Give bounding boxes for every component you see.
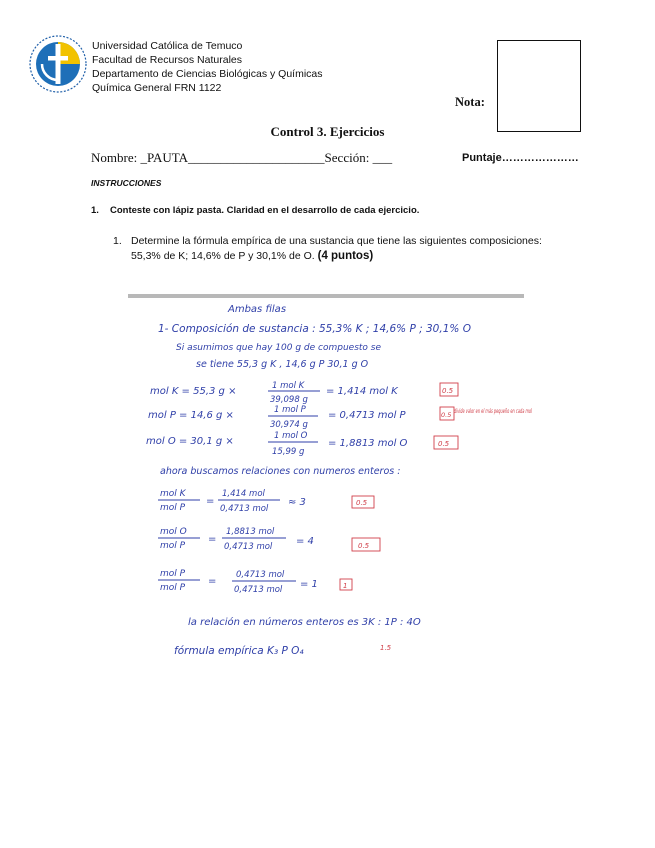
grade-total: 1.5 bbox=[380, 644, 392, 652]
grade-mark-5: 0.5 bbox=[358, 542, 370, 550]
grade-mark-4: 0.5 bbox=[356, 499, 368, 507]
hw-eq-3: = bbox=[208, 576, 217, 587]
hw-r3-lhs-den: mol P bbox=[160, 583, 186, 593]
hw-r1-den: 0,4713 mol bbox=[220, 504, 269, 514]
hw-molp-den: 30,974 g bbox=[270, 420, 308, 430]
instruction-number: 1. bbox=[91, 205, 99, 216]
grade-mark-2: 0.5 bbox=[441, 411, 452, 419]
institution-header bbox=[92, 39, 323, 95]
hw-r1-res: ≈ 3 bbox=[288, 497, 306, 508]
hw-r3-num: 0,4713 mol bbox=[236, 570, 285, 580]
hw-formula: fórmula empírica K₃ P O₄ bbox=[174, 645, 304, 657]
hw-r2-lhs-num: mol O bbox=[160, 527, 187, 537]
hw-r2-den: 0,4713 mol bbox=[224, 542, 273, 552]
instructions-heading: INSTRUCCIONES bbox=[91, 178, 162, 188]
university-name: Universidad Católica de Temuco bbox=[92, 40, 243, 52]
hw-eq-2: = bbox=[208, 534, 217, 545]
instruction-item bbox=[91, 205, 419, 216]
question-line-1: Determine la fórmula empírica de una sustancia que tiene las siguientes composiciones: bbox=[131, 235, 542, 247]
hw-molk-den: 39,098 g bbox=[270, 395, 308, 405]
department-name: Departamento de Ciencias Biológicas y Químicas bbox=[92, 68, 323, 80]
hw-r2-res: = 4 bbox=[296, 536, 314, 547]
university-logo bbox=[28, 34, 88, 94]
grade-mark-1: 0.5 bbox=[442, 387, 454, 395]
grade-note: divide valor en el más pequeño en cada mol bbox=[454, 407, 533, 415]
hw-molk-lhs: mol K = 55,3 g × bbox=[150, 386, 237, 397]
hw-molp-lhs: mol P = 14,6 g × bbox=[148, 410, 234, 421]
grade-box bbox=[497, 40, 581, 132]
hw-molo-num: 1 mol O bbox=[274, 431, 308, 441]
hw-conclusion: la relación en números enteros es 3K : 1P : 4O bbox=[188, 617, 421, 628]
question-number: 1. bbox=[113, 235, 122, 247]
hw-r3-lhs-num: mol P bbox=[160, 569, 186, 579]
hw-r1-num: 1,414 mol bbox=[222, 489, 265, 499]
question-1 bbox=[113, 234, 542, 264]
hw-molo-res: = 1,8813 mol O bbox=[328, 438, 408, 449]
grade-mark-3: 0.5 bbox=[438, 440, 450, 448]
hw-molo-den: 15,99 g bbox=[272, 447, 305, 457]
hw-r3-res: = 1 bbox=[300, 579, 318, 590]
question-composition: 55,3% de K; 14,6% de P y 30,1% de O. bbox=[131, 250, 318, 262]
hw-r2-num: 1,8813 mol bbox=[226, 527, 275, 537]
hw-r1-lhs-num: mol K bbox=[160, 489, 186, 499]
question-points: (4 puntos) bbox=[317, 250, 374, 262]
instruction-text: Conteste con lápiz pasta. Claridad en el desarrollo de cada ejercicio. bbox=[110, 205, 420, 216]
scan-top-edge bbox=[128, 294, 524, 298]
course-name: Química General FRN 1122 bbox=[92, 82, 222, 94]
grade-mark-6: 1 bbox=[343, 582, 348, 590]
question-line-2 bbox=[131, 249, 542, 264]
handwritten-answer-scan bbox=[120, 292, 532, 684]
hw-molp-res: = 0,4713 mol P bbox=[328, 410, 406, 421]
faculty-name: Facultad de Recursos Naturales bbox=[92, 54, 242, 66]
hw-r3-den: 0,4713 mol bbox=[234, 585, 283, 595]
hw-r1-lhs-den: mol P bbox=[160, 503, 186, 513]
puntaje-label: Puntaje………………… bbox=[462, 152, 579, 164]
student-name-line: Nombre: _PAUTA_____________________Sección: ___ bbox=[91, 150, 393, 165]
hw-r2-lhs-den: mol P bbox=[160, 541, 186, 551]
hw-line-assume: Si asumimos que hay 100 g de compuesto se bbox=[176, 343, 382, 353]
hw-molp-num: 1 mol P bbox=[274, 405, 306, 415]
hw-molo-lhs: mol O = 30,1 g × bbox=[146, 436, 234, 447]
hw-ratio-intro: ahora buscamos relaciones con numeros enteros : bbox=[160, 466, 401, 477]
hw-molk-num: 1 mol K bbox=[272, 381, 305, 391]
page-title: Control 3. Ejercicios bbox=[270, 124, 385, 139]
hw-molk-res: = 1,414 mol K bbox=[326, 386, 398, 397]
nota-label: Nota: bbox=[455, 95, 485, 109]
hw-line-masses: se tiene 55,3 g K , 14,6 g P 30,1 g O bbox=[196, 359, 369, 370]
hw-eq-1: = bbox=[206, 496, 215, 507]
hw-line-composition: 1- Composición de sustancia : 55,3% K ; 14,6% P ; 30,1% O bbox=[158, 323, 471, 335]
hw-top-note: Ambas filas bbox=[228, 304, 287, 315]
